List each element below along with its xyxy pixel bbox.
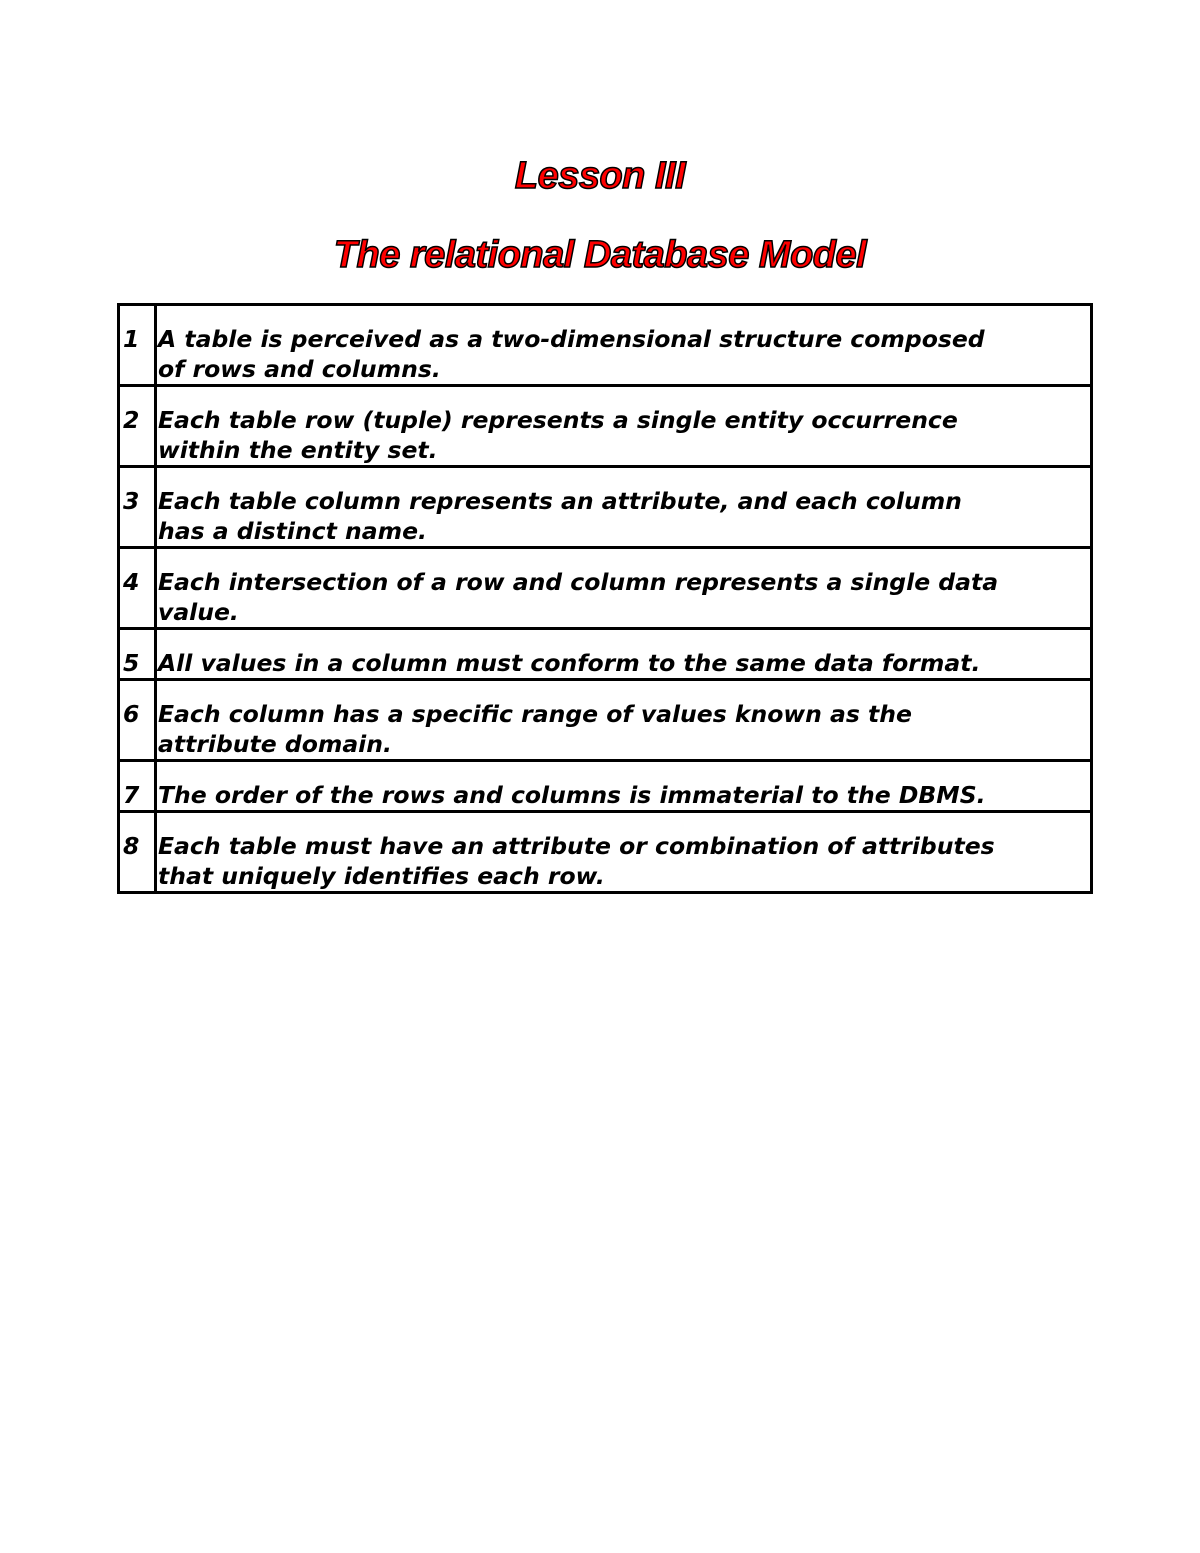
table-row — [119, 812, 1092, 893]
row-text — [156, 680, 1092, 761]
row-text-line: Each table row (tuple) represents a single entity occurrence — [158, 406, 958, 434]
row-number: 1 — [119, 305, 156, 386]
row-text — [156, 386, 1092, 467]
row-text-line: Each intersection of a row and column represents a single data — [158, 568, 999, 596]
row-text — [156, 812, 1092, 893]
lesson-title: Lesson III — [514, 155, 686, 197]
row-number: 7 — [119, 761, 156, 812]
row-number: 8 — [119, 812, 156, 893]
row-text-line: The order of the rows and columns is immaterial to the DBMS. — [158, 781, 986, 809]
table-row — [119, 305, 1092, 386]
row-text-line: within the entity set. — [158, 436, 438, 464]
row-text-line: has a distinct name. — [158, 517, 427, 545]
table-row — [119, 548, 1092, 629]
row-text — [156, 629, 1092, 680]
table-row — [119, 629, 1092, 680]
row-number: 4 — [119, 548, 156, 629]
row-text-line: All values in a column must conform to the same data format. — [158, 649, 981, 677]
row-text — [156, 305, 1092, 386]
rules-table — [117, 303, 1093, 894]
row-text-line: Each table column represents an attribute, and each column — [158, 487, 962, 515]
row-number: 5 — [119, 629, 156, 680]
row-text-line: value. — [158, 598, 239, 626]
row-text-line: that uniquely identifies each row. — [158, 862, 605, 890]
row-text — [156, 467, 1092, 548]
table-row — [119, 680, 1092, 761]
row-number: 2 — [119, 386, 156, 467]
row-number: 6 — [119, 680, 156, 761]
row-text — [156, 761, 1092, 812]
row-text-line: of rows and columns. — [158, 355, 441, 383]
row-number: 3 — [119, 467, 156, 548]
row-text-line: A table is perceived as a two-dimensional structure composed — [158, 325, 985, 353]
row-text-line: Each table must have an attribute or combination of attributes — [158, 832, 995, 860]
lesson-subtitle: The relational Database Model — [333, 234, 867, 276]
table-row — [119, 386, 1092, 467]
table-row — [119, 467, 1092, 548]
row-text-line: attribute domain. — [158, 730, 392, 758]
row-text-line: Each column has a specific range of values known as the — [158, 700, 912, 728]
row-text — [156, 548, 1092, 629]
table-row — [119, 761, 1092, 812]
